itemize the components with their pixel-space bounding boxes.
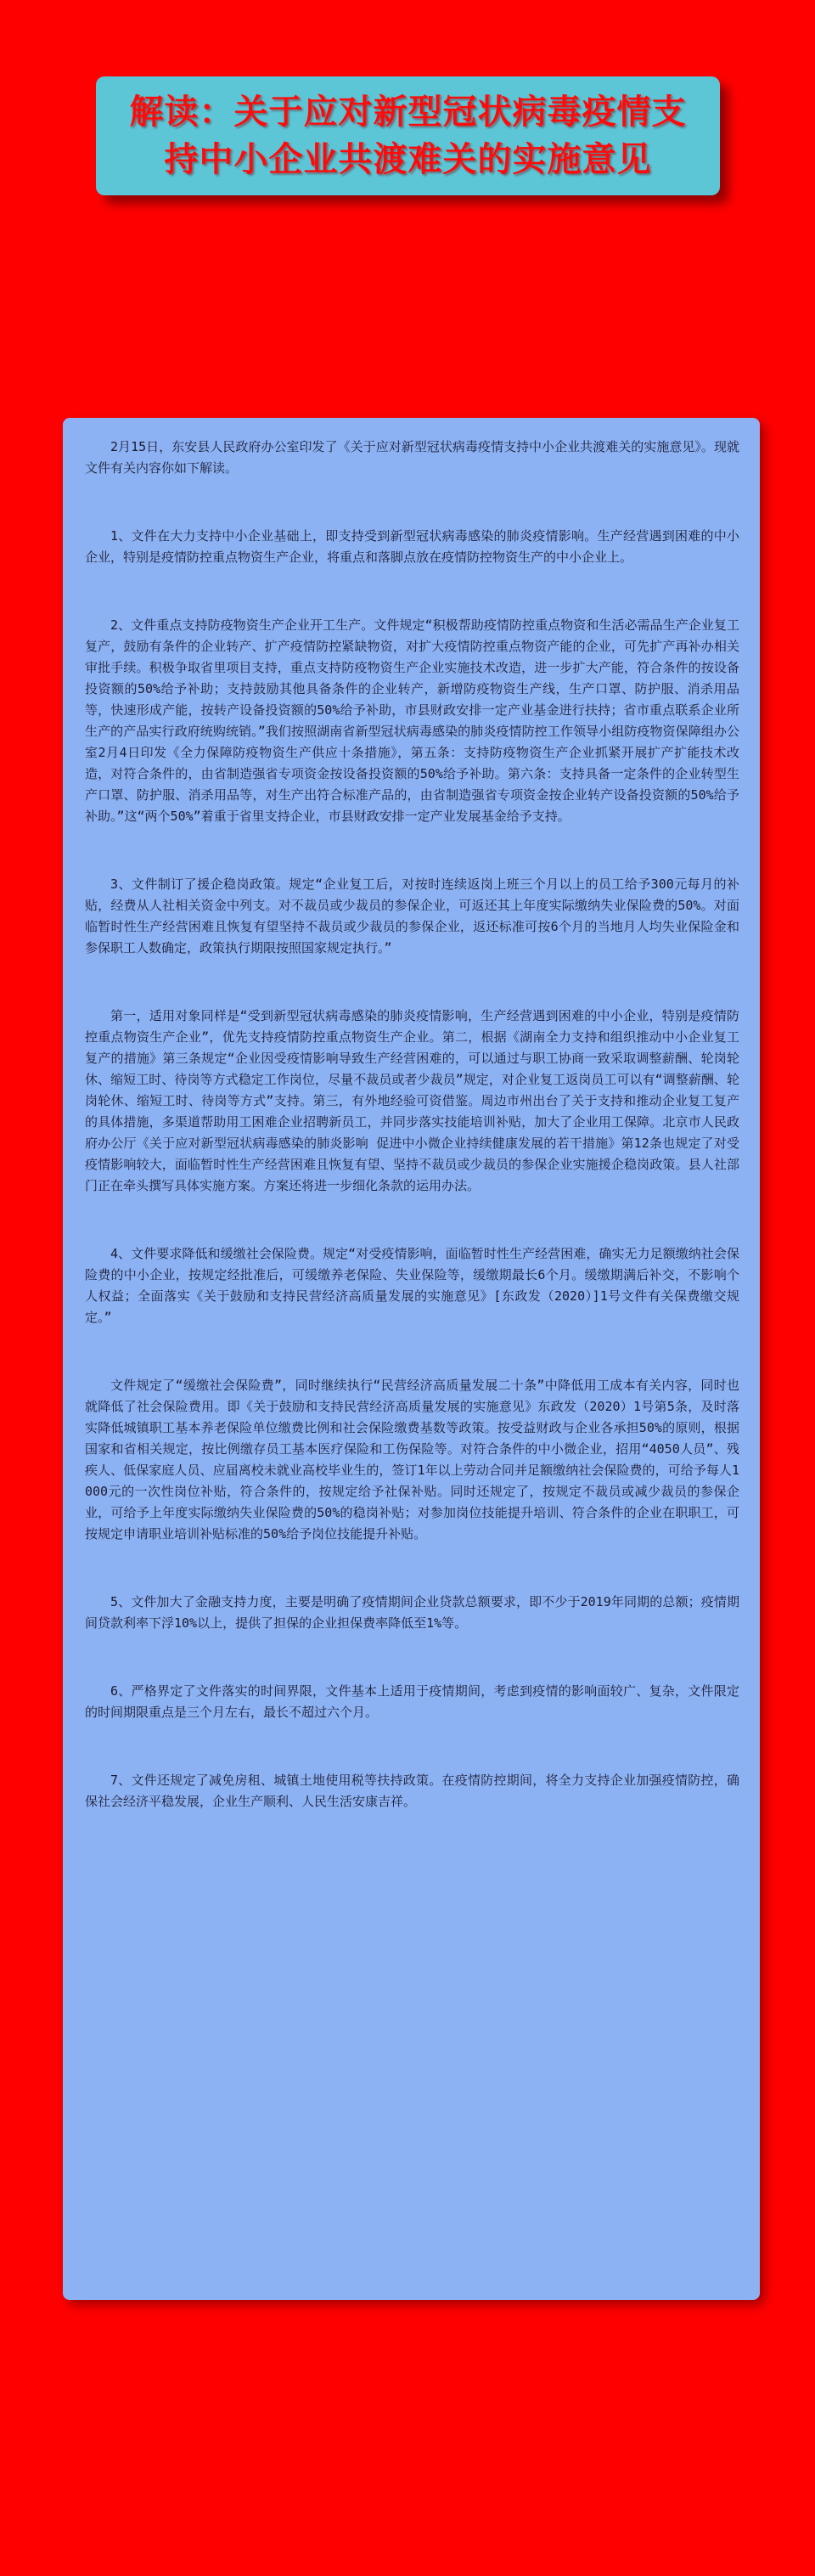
point-6-paragraph: 6、严格界定了文件落实的时间界限，文件基本上适用于疫情期间，考虑到疫情的影响面较广、复杂，文件限定的时间期限重点是三个月左右，最长不超过六个月。 <box>85 1683 739 1720</box>
point-3-explanation-paragraph: 第一，适用对象同样是“受到新型冠状病毒感染的肺炎疫情影响，生产经营遇到困难的中小企业，特别是疫情防控重点物资生产企业”，优先支持疫情防控重点物资生产企业。第二，根据《湖南全力支持和组织推动中小企业复工复产的措施》第三条规定“企业因受疫情影响导致生产经营困难的，可以通过与职工协商一致采取调整薪酬、轮岗轮休、缩短工时、待岗等方式稳定工作岗位，尽量不裁员或者少裁员”规定，对企业复工返岗员工可以有“调整薪酬、轮岗轮休、缩短工时、待岗等方式”支持。第三，有外地经验可资借鉴。周边市州出台了关于支持和推动企业复工复产的具体措施，多渠道帮助用工困难企业招聘新员工，并同步落实技能培训补贴，加大了企业用工保障。北京市人民政府办公厅《关于应对新型冠状病毒感染的肺炎影响 促进中小微企业持续健康发展的若干措施》第12条也规定了对受疫情影响较大，面临暂时性生产经营困难且恢复有望、坚持不裁员或少裁员的参保企业实施援企稳岗政策。县人社部门正在牵头撰写具体实施方案。方案还将进一步细化条款的运用办法。 <box>85 1008 739 1193</box>
point-3-paragraph: 3、文件制订了援企稳岗政策。规定“企业复工后，对按时连续返岗上班三个月以上的员工给予300元每月的补贴，经费从人社相关资金中列支。对不裁员或少裁员的参保企业，可返还其上年度实际缴纳失业保险费的50%。对面临暂时性生产经营困难且恢复有望坚持不裁员或少裁员的参保企业，返还标准可按6个月的当地月人均失业保险金和参保职工人数确定，政策执行期限按照国家规定执行。” <box>85 877 739 955</box>
point-2-paragraph: 2、文件重点支持防疫物资生产企业开工生产。文件规定“积极帮助疫情防控重点物资和生活必需品生产企业复工复产，鼓励有条件的企业转产、扩产疫情防控紧缺物资，对扩大疫情防控重点物资产能的企业，可先扩产再补办相关审批手续。积极争取省里项目支持，重点支持防疫物资生产企业实施技术改造，进一步扩大产能，符合条件的按设备投资额的50%给予补助；支持鼓励其他具备条件的企业转产，新增防疫物资生产线，生产口罩、防护服、消杀用品等，快速形成产能，按转产设备投资额的50%给予补助，市县财政安排一定产业基金进行扶持；省市重点联系企业所生产的产品实行政府统购统销。”我们按照湖南省新型冠状病毒感染的肺炎疫情防控工作领导小组防疫物资保障组办公室2月4日印发《全力保障防疫物资生产供应十条措施》，第五条：支持防疫物资生产企业抓紧开展扩产扩能技术改造，对符合条件的，由省制造强省专项资金按设备投资额的50%给予补助。第六条：支持具备一定条件的企业转型生产口罩、防护服、消杀用品等，对生产出符合标准产品的，由省制造强省专项资金按企业转产设备投资额的50%给予补助。”这“两个50%”着重于省里支持企业，市县财政安排一定产业发展基金给予支持。 <box>85 617 739 824</box>
article-content-panel <box>63 418 760 2300</box>
intro-paragraph: 2月15日，东安县人民政府办公室印发了《关于应对新型冠状病毒疫情支持中小企业共渡难关的实施意见》。现就文件有关内容你如下解读。 <box>85 439 739 476</box>
title-banner <box>96 76 720 195</box>
point-4-paragraph: 4、文件要求降低和缓缴社会保险费。规定“对受疫情影响，面临暂时性生产经营困难，确实无力足额缴纳社会保险费的中小企业，按规定经批准后，可缓缴养老保险、失业保险等，缓缴期最长6个月。缓缴期满后补交，不影响个人权益；全面落实《关于鼓励和支持民营经济高质量发展的实施意见》[东政发（2020）]1号文件有关保费缴交规定。” <box>85 1246 739 1325</box>
point-4-explanation-paragraph: 文件规定了“缓缴社会保险费”，同时继续执行“民营经济高质量发展二十条”中降低用工成本有关内容，同时也就降低了社会保险费用。即《关于鼓励和支持民营经济高质量发展的实施意见》东政发（2020）1号第5条，及时落实降低城镇职工基本养老保险单位缴费比例和社会保险缴费基数等政策。按受益财政与企业各承担50%的原则，根据国家和省相关规定，按比例缴存员工基本医疗保险和工伤保险等。对符合条件的中小微企业，招用“4050人员”、残疾人、低保家庭人员、应届离校未就业高校毕业生的，签订1年以上劳动合同并足额缴纳社会保险费的，可给予每人1000元的一次性岗位补贴，符合条件的，按规定给予社保补贴。同时还规定了，按规定不裁员或减少裁员的参保企业，可给予上年度实际缴纳失业保险费的50%的稳岗补贴；对参加岗位技能提升培训、符合条件的企业在职职工，可按规定申请职业培训补贴标准的50%给予岗位技能提升补贴。 <box>85 1378 739 1542</box>
title-line-1: 解读：关于应对新型冠状病毒疫情支 <box>129 92 687 132</box>
point-1-paragraph: 1、文件在大力支持中小企业基础上，即支持受到新型冠状病毒感染的肺炎疫情影响。生产经营遇到困难的中小企业，特别是疫情防控重点物资生产企业，将重点和落脚点放在疫情防控物资生产的中小企业上。 <box>85 528 739 565</box>
point-5-paragraph: 5、文件加大了金融支持力度，主要是明确了疫情期间企业贷款总额要求，即不少于2019年同期的总额；疫情期间贷款利率下浮10%以上，提供了担保的企业担保费率降低至1%等。 <box>85 1594 739 1631</box>
point-7-paragraph: 7、文件还规定了减免房租、城镇土地使用税等扶持政策。在疫情防控期间，将全力支持企业加强疫情防控，确保社会经济平稳发展，企业生产顺利、人民生活安康吉祥。 <box>85 1773 739 1809</box>
title-line-2: 持中小企业共渡难关的实施意见 <box>164 139 652 179</box>
